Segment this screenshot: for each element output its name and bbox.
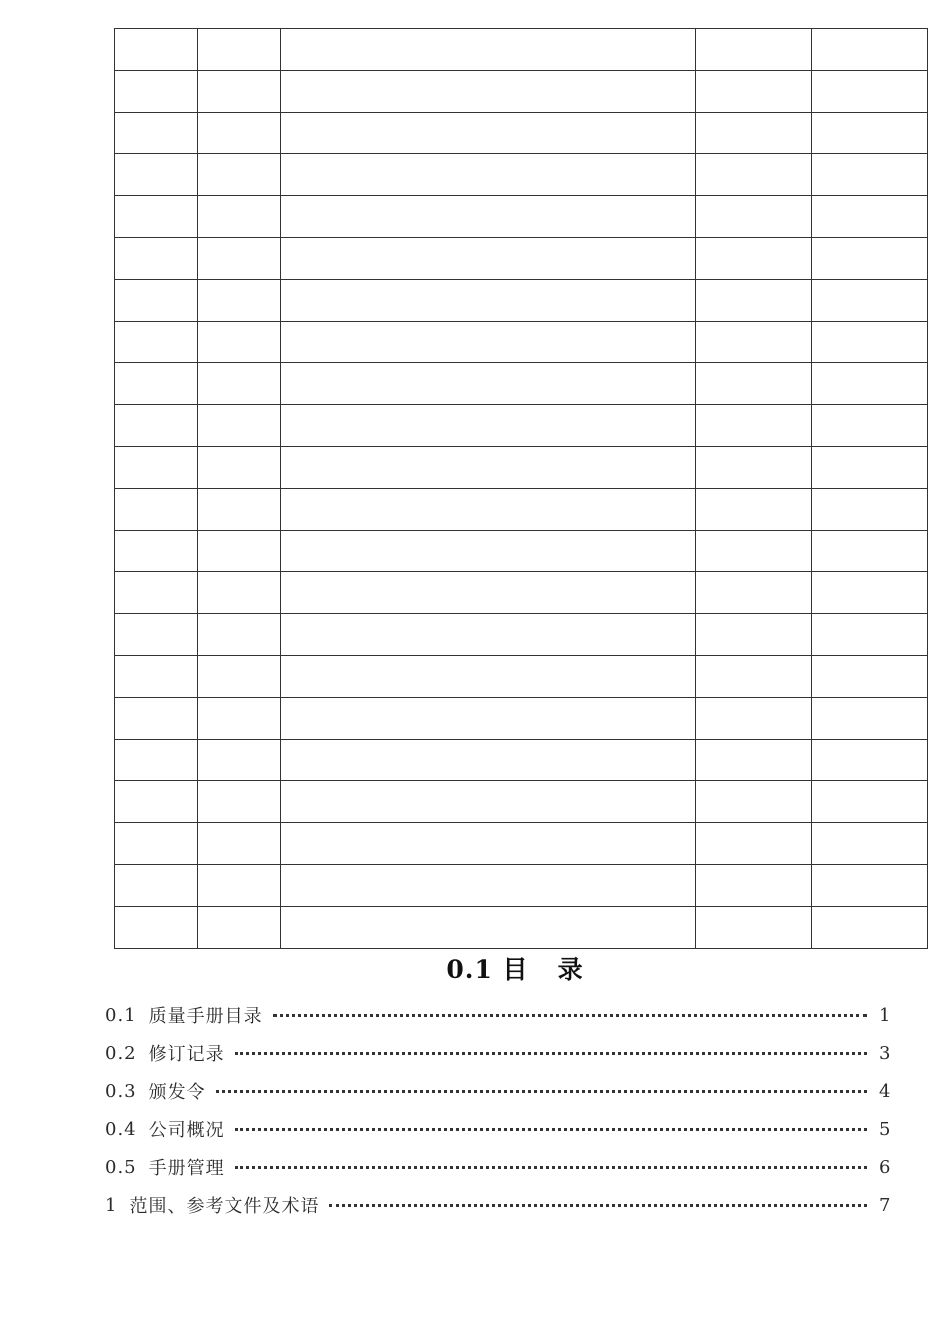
toc-entry[interactable] [105, 1110, 889, 1148]
toc-entry-page: 6 [879, 1156, 891, 1178]
table-cell [696, 614, 812, 656]
table-cell [812, 864, 928, 906]
table-cell [281, 739, 696, 781]
toc-entry-label: 质量手册目录 [148, 1006, 263, 1027]
table-cell [281, 154, 696, 196]
table-row [115, 29, 928, 71]
toc-entry-page: 3 [879, 1042, 891, 1064]
table-cell [198, 363, 281, 405]
table-cell [198, 864, 281, 906]
table-cell [198, 739, 281, 781]
table-cell [812, 781, 928, 823]
table-cell [696, 112, 812, 154]
toc-entry-label: 手册管理 [148, 1158, 225, 1179]
table-cell [812, 70, 928, 112]
table-cell [198, 697, 281, 739]
toc-entry-number: 0.3 [105, 1080, 137, 1102]
table-row [115, 530, 928, 572]
table-cell [115, 70, 198, 112]
table-row [115, 237, 928, 279]
table-cell [198, 279, 281, 321]
table-row [115, 614, 928, 656]
table-cell [812, 112, 928, 154]
table-cell [812, 906, 928, 948]
table-cell [281, 697, 696, 739]
table-cell [281, 446, 696, 488]
table-cell [812, 321, 928, 363]
table-row [115, 279, 928, 321]
table-cell [696, 864, 812, 906]
table-cell [115, 237, 198, 279]
table-cell [696, 237, 812, 279]
table-cell [696, 154, 812, 196]
table-cell [115, 363, 198, 405]
table-cell [696, 70, 812, 112]
table-cell [281, 823, 696, 865]
table-row [115, 112, 928, 154]
table-cell [198, 823, 281, 865]
table-cell [696, 697, 812, 739]
toc-entry-page: 7 [879, 1194, 891, 1216]
table-cell [812, 405, 928, 447]
toc-dot-leader [235, 1166, 867, 1169]
table-cell [696, 321, 812, 363]
table-cell [115, 530, 198, 572]
toc-entry-label: 颁发令 [148, 1082, 206, 1103]
table-cell [696, 279, 812, 321]
table-cell [115, 321, 198, 363]
table-row [115, 781, 928, 823]
table-row [115, 864, 928, 906]
table-cell [281, 906, 696, 948]
table-cell [696, 363, 812, 405]
table-row [115, 196, 928, 238]
table-cell [115, 488, 198, 530]
table-cell [696, 196, 812, 238]
table-cell [198, 572, 281, 614]
table-cell [198, 781, 281, 823]
table-cell [696, 655, 812, 697]
table-cell [696, 906, 812, 948]
table-cell [281, 781, 696, 823]
table-cell [281, 655, 696, 697]
table-cell [198, 530, 281, 572]
table-cell [115, 154, 198, 196]
toc-entry[interactable] [105, 1034, 889, 1072]
toc-entry-number: 0.1 [105, 1004, 137, 1026]
toc-entry[interactable] [105, 1148, 889, 1186]
toc-entry-page: 5 [879, 1118, 891, 1140]
table-cell [198, 70, 281, 112]
table-cell [812, 614, 928, 656]
table-cell [812, 530, 928, 572]
table-row [115, 321, 928, 363]
table-cell [115, 405, 198, 447]
table-cell [115, 279, 198, 321]
toc-dot-leader [216, 1090, 867, 1093]
table-cell [281, 321, 696, 363]
toc-entry[interactable] [105, 1186, 889, 1224]
table-cell [812, 279, 928, 321]
table-row [115, 154, 928, 196]
table-cell [115, 739, 198, 781]
table-cell [281, 488, 696, 530]
table-cell [198, 154, 281, 196]
table-cell [281, 70, 696, 112]
table-cell [281, 572, 696, 614]
toc-list [105, 996, 889, 1224]
toc-entry-label: 公司概况 [148, 1120, 225, 1141]
table-cell [281, 29, 696, 71]
revision-table-body [115, 29, 928, 949]
toc-entry-page: 1 [879, 1004, 891, 1026]
table-cell [198, 29, 281, 71]
table-cell [281, 530, 696, 572]
table-cell [696, 446, 812, 488]
table-cell [696, 823, 812, 865]
table-cell [696, 405, 812, 447]
table-cell [696, 781, 812, 823]
toc-dot-leader [235, 1052, 867, 1055]
table-cell [115, 572, 198, 614]
table-row [115, 70, 928, 112]
toc-entry-label: 修订记录 [148, 1044, 225, 1065]
table-cell [198, 405, 281, 447]
table-cell [198, 237, 281, 279]
table-cell [198, 196, 281, 238]
revision-record-table [114, 28, 928, 949]
table-row [115, 405, 928, 447]
table-row [115, 446, 928, 488]
table-cell [198, 446, 281, 488]
table-row [115, 488, 928, 530]
table-cell [696, 488, 812, 530]
table-cell [812, 572, 928, 614]
table-row [115, 739, 928, 781]
table-cell [115, 446, 198, 488]
table-cell [812, 697, 928, 739]
toc-dot-leader [273, 1014, 867, 1017]
table-cell [812, 655, 928, 697]
toc-entry-number: 1 [105, 1194, 118, 1216]
toc-dot-leader [235, 1128, 867, 1131]
table-cell [198, 614, 281, 656]
table-cell [281, 405, 696, 447]
toc-entry-number: 0.4 [105, 1118, 137, 1140]
table-cell [812, 488, 928, 530]
table-row [115, 572, 928, 614]
table-row [115, 906, 928, 948]
table-cell [812, 739, 928, 781]
table-cell [115, 29, 198, 71]
table-cell [281, 112, 696, 154]
table-cell [115, 697, 198, 739]
table-cell [198, 321, 281, 363]
table-cell [115, 196, 198, 238]
table-cell [281, 279, 696, 321]
table-cell [812, 196, 928, 238]
table-row [115, 363, 928, 405]
table-cell [812, 446, 928, 488]
table-cell [115, 655, 198, 697]
toc-title: 0.1 目 录 [446, 955, 584, 984]
table-cell [281, 196, 696, 238]
table-cell [281, 237, 696, 279]
toc-entry-page: 4 [879, 1080, 891, 1102]
toc-entry[interactable] [105, 1072, 889, 1110]
table-cell [115, 614, 198, 656]
table-cell [115, 823, 198, 865]
table-cell [696, 572, 812, 614]
table-cell [812, 823, 928, 865]
table-row [115, 823, 928, 865]
table-row [115, 655, 928, 697]
table-cell [115, 781, 198, 823]
table-cell [198, 112, 281, 154]
table-cell [115, 864, 198, 906]
toc-entry-label: 范围、参考文件及术语 [129, 1196, 320, 1217]
table-cell [198, 655, 281, 697]
table-cell [281, 864, 696, 906]
toc-entry[interactable] [105, 996, 889, 1034]
toc-dot-leader [329, 1204, 867, 1207]
table-cell [281, 614, 696, 656]
table-cell [696, 739, 812, 781]
table-cell [281, 363, 696, 405]
table-cell [198, 488, 281, 530]
table-cell [115, 112, 198, 154]
table-cell [812, 237, 928, 279]
table-cell [198, 906, 281, 948]
table-cell [812, 29, 928, 71]
table-cell [696, 29, 812, 71]
table-cell [812, 363, 928, 405]
toc-entry-number: 0.2 [105, 1042, 137, 1064]
table-cell [812, 154, 928, 196]
table-cell [115, 906, 198, 948]
table-cell [696, 530, 812, 572]
table-row [115, 697, 928, 739]
toc-entry-number: 0.5 [105, 1156, 137, 1178]
